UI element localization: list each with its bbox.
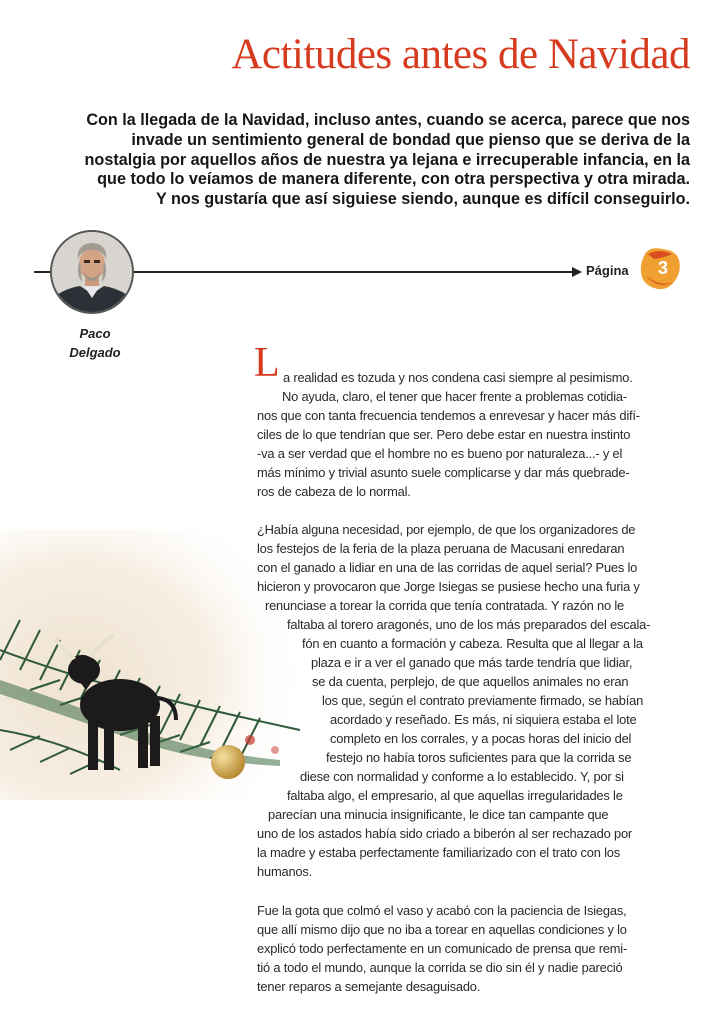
article-lead (40, 111, 690, 210)
lead-line: nostalgia por aquellos años de nuestra ya lejana e irrecuperable infancia, en la (84, 150, 690, 169)
body-line: ciles de lo que tendrían que ser. Pero debe estar en nuestra instinto (257, 427, 631, 442)
body-line: se da cuenta, perplejo, de que aquellos animales no eran (312, 674, 629, 689)
body-line: completo en los corrales, y a pocas horas del inicio del (330, 731, 632, 746)
article-title: Actitudes antes de Navidad (231, 31, 690, 78)
author-name (60, 324, 130, 362)
body-line: fón en cuanto a formación y cabeza. Resulta que al llegar a la (302, 636, 643, 651)
body-line: No ayuda, claro, el tener que hacer frente a problemas cotidia- (282, 389, 627, 404)
page-number: 3 (658, 258, 669, 278)
body-line: hicieron y provocaron que Jorge Isiegas se pusiese hecho una furia y (257, 579, 640, 594)
body-line: parecían una minucia insignificante, le dice tan campante que (268, 807, 609, 822)
body-line: los que, según el contrato previamente firmado, se habían (322, 693, 644, 708)
body-line: uno de los astados había sido criado a biberón al ser rechazado por (257, 826, 633, 841)
body-line: acordado y reseñado. Es más, ni siquiera estaba el lote (330, 712, 637, 727)
body-line: Fue la gota que colmó el vaso y acabó con la paciencia de Isiegas, (257, 903, 627, 918)
lead-line: Y nos gustaría que así siguiese siendo, aunque es difícil conseguirlo. (155, 190, 690, 209)
body-line: nos que con tanta frecuencia tendemos a enrevesar y hacer más difí- (257, 408, 640, 423)
body-line: la madre y estaba perfectamente familiarizado con el trato con los (257, 845, 620, 860)
body-line: explicó todo perfectamente en un comunicado de prensa que remi- (257, 941, 628, 956)
lead-line: invade un sentimiento general de bondad que pienso que se deriva de la (131, 130, 690, 149)
body-line: tió a todo el mundo, aunque la corrida se dio sin él y nadie pareció (257, 960, 623, 975)
author-photo (50, 230, 134, 314)
body-line: plaza e ir a ver el ganado que más tarde tendría que lidiar, (311, 655, 633, 670)
body-line: -va a ser verdad que el hombre no es bueno por naturaleza...- y el (257, 446, 623, 461)
lead-line: Con la llegada de la Navidad, incluso antes, cuando se acerca, parece que nos (86, 111, 690, 129)
arrow-right-icon (572, 267, 582, 277)
body-line: más mínimo y trivial asunto suele complicarse y dar más quebrade- (257, 465, 630, 480)
body-line: humanos. (257, 864, 313, 879)
author-last-name: Delgado (69, 345, 121, 360)
drop-cap: L (254, 340, 280, 386)
page-label: Página (586, 263, 629, 278)
lead-line: que todo lo veíamos de manera diferente, con otra perspectiva y otra mirada. (97, 170, 690, 189)
body-line: festejo no había toros suficientes para que la corrida se (326, 750, 632, 765)
body-line: tener reparos a semejante desaguisado. (257, 979, 481, 994)
body-line: renunciase a torear la corrida que tenía contratada. Y razón no le (265, 598, 624, 613)
author-first-name: Paco (79, 326, 111, 341)
body-line: los festejos de la feria de la plaza peruana de Macusani enredaran (257, 541, 625, 556)
body-line: ¿Había alguna necesidad, por ejemplo, de que los organizadores de (257, 522, 636, 537)
body-line: ros de cabeza de lo normal. (257, 484, 411, 499)
body-line: que allí mismo dijo que no iba a torear en aquellas condiciones y lo (257, 922, 627, 937)
body-line: faltaba al torero aragonés, uno de los más preparados del escala- (287, 617, 651, 632)
body-line: diese con normalidad y conforme a lo establecido. Y, por si (300, 769, 624, 784)
body-line: faltaba algo, el empresario, al que aquellas irregularidades le (287, 788, 623, 803)
body-line: con el ganado a lidiar en una de las corridas de aquel serial? Pues lo (257, 560, 638, 575)
body-line: a realidad es tozuda y nos condena casi siempre al pesimismo. (283, 370, 633, 385)
